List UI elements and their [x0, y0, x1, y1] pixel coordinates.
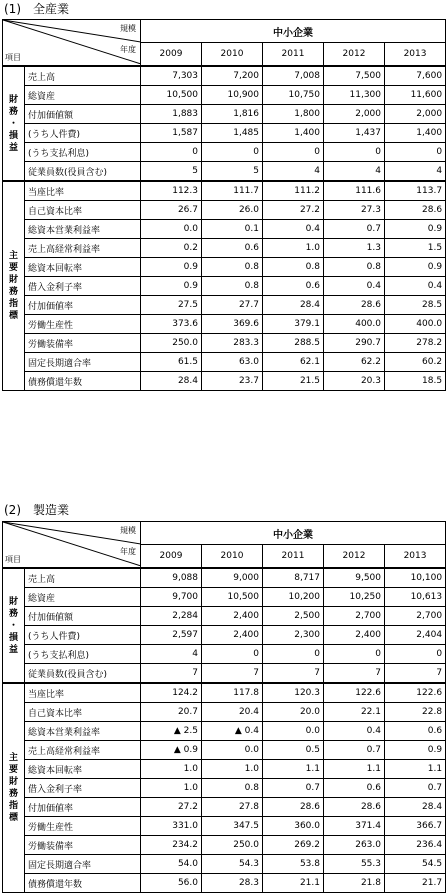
row-value: 369.6	[202, 315, 263, 334]
row-value: 1.0	[141, 760, 202, 779]
header-corner-cell	[3, 522, 141, 569]
row-value: 1,485	[202, 124, 263, 143]
row-value: 2,400	[202, 607, 263, 626]
table-row	[3, 315, 446, 334]
table-row	[3, 626, 446, 645]
row-value: 1.0	[202, 760, 263, 779]
row-label: 付加価値額	[25, 105, 141, 124]
row-value: 0.4	[385, 277, 446, 296]
table-row	[3, 86, 446, 105]
row-label: 付加価値率	[25, 798, 141, 817]
row-label: 自己資本比率	[25, 201, 141, 220]
table-row	[3, 66, 446, 86]
row-label: 総資本回転率	[25, 760, 141, 779]
row-label: 当座比率	[25, 683, 141, 703]
row-value: 10,500	[202, 588, 263, 607]
row-value: 122.6	[324, 683, 385, 703]
row-value: 0.6	[324, 779, 385, 798]
row-value: 56.0	[141, 874, 202, 893]
row-value: 62.2	[324, 353, 385, 372]
row-value: 61.5	[141, 353, 202, 372]
row-value: 0	[324, 143, 385, 162]
table-row	[3, 798, 446, 817]
row-value: 1.1	[385, 760, 446, 779]
table-row	[3, 568, 446, 588]
row-value: 0.4	[324, 722, 385, 741]
row-value: 10,900	[202, 86, 263, 105]
year-header-2012: 2012	[324, 43, 385, 67]
table-manufacturing	[2, 521, 446, 893]
row-value: 9,500	[324, 568, 385, 588]
row-value: 55.3	[324, 855, 385, 874]
category-indicators: 主 要 財 務 指 標	[3, 181, 25, 391]
row-value: 234.2	[141, 836, 202, 855]
row-value: 21.7	[385, 874, 446, 893]
row-value: 2,400	[202, 626, 263, 645]
year-header-2013: 2013	[385, 545, 446, 569]
table-row	[3, 143, 446, 162]
row-value: 0.2	[141, 239, 202, 258]
row-value: 27.2	[263, 201, 324, 220]
row-value: 8,717	[263, 568, 324, 588]
group-header-sme: 中小企業	[141, 20, 446, 43]
row-value: 250.0	[141, 334, 202, 353]
year-label: 年度	[120, 45, 136, 54]
row-value: 124.2	[141, 683, 202, 703]
row-value: 0.7	[324, 220, 385, 239]
row-label: 債務償還年数	[25, 874, 141, 893]
row-value: 1,800	[263, 105, 324, 124]
row-label: 固定長期適合率	[25, 855, 141, 874]
row-value: 2,404	[385, 626, 446, 645]
row-value: 0.7	[385, 779, 446, 798]
row-value: 2,000	[385, 105, 446, 124]
row-value: 20.7	[141, 703, 202, 722]
table-row	[3, 607, 446, 626]
table-row	[3, 588, 446, 607]
year-header-2012: 2012	[324, 545, 385, 569]
table-row	[3, 258, 446, 277]
row-label: (うち支払利息)	[25, 645, 141, 664]
table-row	[3, 334, 446, 353]
row-value: 0.9	[385, 741, 446, 760]
row-value: 1,400	[263, 124, 324, 143]
row-label: 労働装備率	[25, 836, 141, 855]
row-value: 21.1	[263, 874, 324, 893]
row-value: 27.2	[141, 798, 202, 817]
section-title-manufacturing: (2) 製造業	[4, 503, 69, 517]
row-label: 従業員数(役員含む)	[25, 162, 141, 182]
table-row	[3, 220, 446, 239]
row-label: 借入金利子率	[25, 277, 141, 296]
row-value: 27.8	[202, 798, 263, 817]
table-row	[3, 645, 446, 664]
row-value: 122.6	[385, 683, 446, 703]
row-value: 111.6	[324, 181, 385, 201]
row-label: (うち人件費)	[25, 124, 141, 143]
row-value: 2,300	[263, 626, 324, 645]
table-row	[3, 817, 446, 836]
header-corner-cell	[3, 20, 141, 67]
row-value: 7	[202, 664, 263, 684]
row-value: 263.0	[324, 836, 385, 855]
year-header-2010: 2010	[202, 545, 263, 569]
row-value: 10,613	[385, 588, 446, 607]
row-value: 400.0	[385, 315, 446, 334]
row-value: 28.6	[385, 201, 446, 220]
row-value: 2,000	[324, 105, 385, 124]
row-value: 9,000	[202, 568, 263, 588]
row-value: 54.3	[202, 855, 263, 874]
row-value: ▲ 0.9	[141, 741, 202, 760]
item-label: 項目	[5, 555, 21, 564]
table-row	[3, 105, 446, 124]
row-value: 60.2	[385, 353, 446, 372]
row-value: 113.7	[385, 181, 446, 201]
row-value: 0.0	[141, 220, 202, 239]
row-value: 0.9	[385, 220, 446, 239]
row-label: 総資本回転率	[25, 258, 141, 277]
row-value: 0.4	[263, 220, 324, 239]
row-value: 1.3	[324, 239, 385, 258]
row-value: 28.6	[263, 798, 324, 817]
table-row	[3, 874, 446, 893]
row-value: 7,008	[263, 66, 324, 86]
row-value: 283.3	[202, 334, 263, 353]
row-label: 売上高	[25, 568, 141, 588]
row-value: 0.8	[202, 277, 263, 296]
table-row	[3, 664, 446, 684]
row-value: 10,250	[324, 588, 385, 607]
row-value: 1,400	[385, 124, 446, 143]
table-row	[3, 855, 446, 874]
row-value: 0.8	[324, 258, 385, 277]
row-value: 111.7	[202, 181, 263, 201]
row-value: 11,300	[324, 86, 385, 105]
row-value: 2,700	[324, 607, 385, 626]
table-row	[3, 722, 446, 741]
year-header-2011: 2011	[263, 545, 324, 569]
scale-label: 規模	[120, 24, 136, 33]
row-value: 1.5	[385, 239, 446, 258]
table-row	[3, 760, 446, 779]
row-value: 1.1	[263, 760, 324, 779]
table-row	[3, 703, 446, 722]
row-value: 0	[202, 645, 263, 664]
row-value: 11,600	[385, 86, 446, 105]
row-label: 売上高経常利益率	[25, 239, 141, 258]
table-row	[3, 779, 446, 798]
row-value: 1.1	[324, 760, 385, 779]
row-value: 2,400	[324, 626, 385, 645]
category-finance: 財 務 ・ 損 益	[3, 568, 25, 683]
row-value: 288.5	[263, 334, 324, 353]
row-value: 23.7	[202, 372, 263, 391]
table-row	[3, 181, 446, 201]
row-value: 7	[141, 664, 202, 684]
row-value: 28.6	[324, 798, 385, 817]
row-value: 1.0	[263, 239, 324, 258]
row-value: 0	[141, 143, 202, 162]
row-value: 0	[324, 645, 385, 664]
row-value: 9,088	[141, 568, 202, 588]
row-value: 27.3	[324, 201, 385, 220]
row-value: 117.8	[202, 683, 263, 703]
row-value: 290.7	[324, 334, 385, 353]
row-value: 21.8	[324, 874, 385, 893]
row-label: 総資本営業利益率	[25, 722, 141, 741]
row-value: 379.1	[263, 315, 324, 334]
table-row	[3, 201, 446, 220]
row-value: 120.3	[263, 683, 324, 703]
row-value: 0	[263, 143, 324, 162]
table-row	[3, 836, 446, 855]
header-row-group	[3, 522, 446, 545]
year-header-2009: 2009	[141, 43, 202, 67]
scale-label: 規模	[120, 526, 136, 535]
row-value: 27.5	[141, 296, 202, 315]
table-row	[3, 741, 446, 760]
row-label: 売上高経常利益率	[25, 741, 141, 760]
row-value: 0.8	[202, 258, 263, 277]
row-value: 4	[385, 162, 446, 182]
row-value: 0	[263, 645, 324, 664]
year-label: 年度	[120, 547, 136, 556]
row-value: 5	[202, 162, 263, 182]
table-row	[3, 124, 446, 143]
row-label: 借入金利子率	[25, 779, 141, 798]
row-value: 7,303	[141, 66, 202, 86]
row-label: 付加価値額	[25, 607, 141, 626]
category-finance: 財 務 ・ 損 益	[3, 66, 25, 181]
row-value: 28.4	[385, 798, 446, 817]
row-value: 360.0	[263, 817, 324, 836]
row-value: 2,500	[263, 607, 324, 626]
row-value: 5	[141, 162, 202, 182]
row-value: 0.9	[141, 258, 202, 277]
row-value: ▲ 2.5	[141, 722, 202, 741]
row-value: 7,600	[385, 66, 446, 86]
row-value: 27.7	[202, 296, 263, 315]
row-label: 労働生産性	[25, 315, 141, 334]
row-label: (うち人件費)	[25, 626, 141, 645]
row-label: 労働生産性	[25, 817, 141, 836]
row-value: 10,500	[141, 86, 202, 105]
table-row	[3, 296, 446, 315]
row-label: 債務償還年数	[25, 372, 141, 391]
row-value: 4	[263, 162, 324, 182]
year-header-2013: 2013	[385, 43, 446, 67]
row-value: 0.6	[202, 239, 263, 258]
row-label: 固定長期適合率	[25, 353, 141, 372]
row-label: 総資産	[25, 86, 141, 105]
row-value: 0.6	[385, 722, 446, 741]
row-label: 付加価値率	[25, 296, 141, 315]
row-value: 0.6	[263, 277, 324, 296]
row-value: 26.0	[202, 201, 263, 220]
group-header-sme: 中小企業	[141, 522, 446, 545]
item-label: 項目	[5, 53, 21, 62]
row-value: 20.4	[202, 703, 263, 722]
table-all-industries	[2, 19, 446, 391]
row-value: 28.4	[141, 372, 202, 391]
row-value: 53.8	[263, 855, 324, 874]
section-title-all-industries: (1) 全産業	[4, 2, 69, 16]
row-value: 400.0	[324, 315, 385, 334]
row-value: 54.5	[385, 855, 446, 874]
row-value: 373.6	[141, 315, 202, 334]
row-value: 28.3	[202, 874, 263, 893]
row-value: 7	[263, 664, 324, 684]
row-value: 0.4	[324, 277, 385, 296]
row-value: 22.8	[385, 703, 446, 722]
row-value: 28.4	[263, 296, 324, 315]
row-value: 20.3	[324, 372, 385, 391]
row-value: 0	[385, 645, 446, 664]
row-value: 28.5	[385, 296, 446, 315]
row-value: 26.7	[141, 201, 202, 220]
row-value: 10,100	[385, 568, 446, 588]
row-value: 62.1	[263, 353, 324, 372]
year-header-2011: 2011	[263, 43, 324, 67]
row-value: 18.5	[385, 372, 446, 391]
row-value: 331.0	[141, 817, 202, 836]
row-label: 総資本営業利益率	[25, 220, 141, 239]
table-row	[3, 239, 446, 258]
row-value: 269.2	[263, 836, 324, 855]
table-row	[3, 683, 446, 703]
row-label: 当座比率	[25, 181, 141, 201]
row-value: 278.2	[385, 334, 446, 353]
year-header-2009: 2009	[141, 545, 202, 569]
row-label: 従業員数(役員含む)	[25, 664, 141, 684]
row-value: 0.0	[263, 722, 324, 741]
row-value: 236.4	[385, 836, 446, 855]
row-value: 0.8	[202, 779, 263, 798]
row-value: 0.9	[141, 277, 202, 296]
year-header-2010: 2010	[202, 43, 263, 67]
row-value: 1,437	[324, 124, 385, 143]
row-value: 7,500	[324, 66, 385, 86]
category-indicators: 主 要 財 務 指 標	[3, 683, 25, 893]
row-value: ▲ 0.4	[202, 722, 263, 741]
row-value: 0.7	[263, 779, 324, 798]
row-value: 371.4	[324, 817, 385, 836]
row-value: 28.6	[324, 296, 385, 315]
row-label: (うち支払利息)	[25, 143, 141, 162]
row-value: 63.0	[202, 353, 263, 372]
row-value: 4	[324, 162, 385, 182]
row-value: 0.7	[324, 741, 385, 760]
row-value: 21.5	[263, 372, 324, 391]
row-value: 250.0	[202, 836, 263, 855]
row-label: 自己資本比率	[25, 703, 141, 722]
row-value: 7	[385, 664, 446, 684]
row-value: 7	[324, 664, 385, 684]
row-value: 2,284	[141, 607, 202, 626]
table-row	[3, 353, 446, 372]
row-value: 10,200	[263, 588, 324, 607]
row-value: 0.0	[202, 741, 263, 760]
row-value: 112.3	[141, 181, 202, 201]
row-value: 1,816	[202, 105, 263, 124]
row-label: 労働装備率	[25, 334, 141, 353]
row-value: 0.9	[385, 258, 446, 277]
row-label: 総資産	[25, 588, 141, 607]
row-value: 20.0	[263, 703, 324, 722]
row-value: 2,700	[385, 607, 446, 626]
row-value: 4	[141, 645, 202, 664]
row-value: 22.1	[324, 703, 385, 722]
row-value: 111.2	[263, 181, 324, 201]
row-value: 1,883	[141, 105, 202, 124]
row-value: 0.1	[202, 220, 263, 239]
row-value: 0.5	[263, 741, 324, 760]
row-value: 7,200	[202, 66, 263, 86]
table-row	[3, 372, 446, 391]
row-value: 1,587	[141, 124, 202, 143]
row-value: 366.7	[385, 817, 446, 836]
row-value: 0	[202, 143, 263, 162]
table-row	[3, 162, 446, 182]
row-value: 1.0	[141, 779, 202, 798]
row-value: 0.8	[263, 258, 324, 277]
row-value: 10,750	[263, 86, 324, 105]
row-value: 54.0	[141, 855, 202, 874]
row-value: 0	[385, 143, 446, 162]
header-row-group	[3, 20, 446, 43]
table-row	[3, 277, 446, 296]
row-value: 347.5	[202, 817, 263, 836]
row-label: 売上高	[25, 66, 141, 86]
row-value: 2,597	[141, 626, 202, 645]
row-value: 9,700	[141, 588, 202, 607]
